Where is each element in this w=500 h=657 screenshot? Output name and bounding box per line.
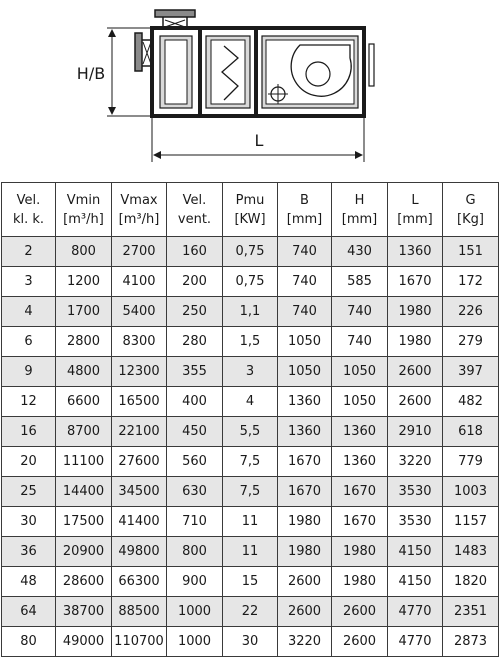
table-row bbox=[2, 327, 499, 357]
table-cell-height-h: 2600 bbox=[332, 627, 388, 657]
table-cell-width-b: 1980 bbox=[278, 537, 332, 567]
header-line: [mm] bbox=[397, 211, 433, 227]
table-cell-vmin: 2800 bbox=[56, 327, 112, 357]
header-line: [mm] bbox=[286, 211, 323, 227]
table-cell-length-l: 3530 bbox=[388, 507, 443, 537]
table-cell-length-l: 1360 bbox=[388, 237, 443, 267]
table-cell-motor-power: 3 bbox=[223, 357, 278, 387]
table-cell-motor-power: 0,75 bbox=[223, 267, 278, 297]
table-cell-height-h: 740 bbox=[332, 327, 388, 357]
table-cell-vmin: 1200 bbox=[56, 267, 112, 297]
table-cell-motor-power: 5,5 bbox=[223, 417, 278, 447]
table-cell-height-h: 2600 bbox=[332, 597, 388, 627]
table-cell-length-l: 2600 bbox=[388, 387, 443, 417]
table-cell-motor-power: 1,5 bbox=[223, 327, 278, 357]
table-cell-height-h: 1360 bbox=[332, 447, 388, 477]
column-header-fan-size bbox=[167, 183, 223, 237]
table-cell-size: 12 bbox=[2, 387, 56, 417]
table-cell-weight-g: 226 bbox=[443, 297, 499, 327]
table-row bbox=[2, 597, 499, 627]
table-row bbox=[2, 417, 499, 447]
table-cell-vmax: 5400 bbox=[112, 297, 167, 327]
table-cell-fan-size: 280 bbox=[167, 327, 223, 357]
table-cell-motor-power: 0,75 bbox=[223, 237, 278, 267]
table-cell-height-h: 1670 bbox=[332, 507, 388, 537]
header-line: [KW] bbox=[234, 211, 266, 227]
table-cell-height-h: 585 bbox=[332, 267, 388, 297]
table-cell-width-b: 2600 bbox=[278, 597, 332, 627]
header-line: Vmin bbox=[66, 192, 101, 208]
table-row bbox=[2, 237, 499, 267]
table-cell-weight-g: 397 bbox=[443, 357, 499, 387]
specification-table bbox=[1, 182, 499, 657]
column-header-length-l bbox=[388, 183, 443, 237]
table-cell-vmax: 22100 bbox=[112, 417, 167, 447]
height-label: H/B bbox=[76, 64, 106, 83]
table-cell-vmax: 110700 bbox=[112, 627, 167, 657]
table-cell-fan-size: 400 bbox=[167, 387, 223, 417]
table-cell-height-h: 1050 bbox=[332, 357, 388, 387]
header-line: [m³/h] bbox=[63, 211, 104, 227]
table-cell-height-h: 740 bbox=[332, 297, 388, 327]
table-cell-vmax: 88500 bbox=[112, 597, 167, 627]
table-cell-weight-g: 151 bbox=[443, 237, 499, 267]
table-cell-fan-size: 630 bbox=[167, 477, 223, 507]
header-line: vent. bbox=[177, 211, 212, 227]
table-cell-width-b: 740 bbox=[278, 267, 332, 297]
table-cell-vmin: 11100 bbox=[56, 447, 112, 477]
table-cell-width-b: 1670 bbox=[278, 477, 332, 507]
table-cell-motor-power: 15 bbox=[223, 567, 278, 597]
table-cell-height-h: 1360 bbox=[332, 417, 388, 447]
header-line: [Kg] bbox=[457, 211, 484, 227]
table-cell-length-l: 1980 bbox=[388, 327, 443, 357]
table-cell-length-l: 3220 bbox=[388, 447, 443, 477]
table-cell-length-l: 4770 bbox=[388, 597, 443, 627]
table-cell-weight-g: 1483 bbox=[443, 537, 499, 567]
table-cell-vmin: 4800 bbox=[56, 357, 112, 387]
unit-dimension-drawing bbox=[0, 0, 500, 180]
column-header-weight-g bbox=[443, 183, 499, 237]
table-cell-weight-g: 1820 bbox=[443, 567, 499, 597]
header-line: Vel. bbox=[16, 192, 41, 208]
table-cell-vmin: 49000 bbox=[56, 627, 112, 657]
table-cell-size: 20 bbox=[2, 447, 56, 477]
column-header-vmax bbox=[112, 183, 167, 237]
length-label: L bbox=[254, 131, 264, 150]
table-cell-size: 30 bbox=[2, 507, 56, 537]
table-cell-size: 64 bbox=[2, 597, 56, 627]
table-cell-length-l: 2910 bbox=[388, 417, 443, 447]
table-cell-size: 16 bbox=[2, 417, 56, 447]
table-row bbox=[2, 387, 499, 417]
table-cell-weight-g: 482 bbox=[443, 387, 499, 417]
table-cell-fan-size: 1000 bbox=[167, 597, 223, 627]
table-cell-length-l: 4770 bbox=[388, 627, 443, 657]
table-cell-weight-g: 618 bbox=[443, 417, 499, 447]
table-cell-weight-g: 172 bbox=[443, 267, 499, 297]
table-cell-fan-size: 250 bbox=[167, 297, 223, 327]
table-cell-vmax: 41400 bbox=[112, 507, 167, 537]
table-cell-motor-power: 30 bbox=[223, 627, 278, 657]
table-cell-length-l: 2600 bbox=[388, 357, 443, 387]
table-header bbox=[2, 183, 499, 237]
table-cell-vmax: 4100 bbox=[112, 267, 167, 297]
table-cell-weight-g: 2873 bbox=[443, 627, 499, 657]
table-cell-height-h: 430 bbox=[332, 237, 388, 267]
table-cell-size: 3 bbox=[2, 267, 56, 297]
column-header-size bbox=[2, 183, 56, 237]
table-cell-vmin: 8700 bbox=[56, 417, 112, 447]
table-cell-vmax: 34500 bbox=[112, 477, 167, 507]
table-cell-motor-power: 22 bbox=[223, 597, 278, 627]
table-cell-motor-power: 4 bbox=[223, 387, 278, 417]
table-row bbox=[2, 267, 499, 297]
table-cell-vmax: 2700 bbox=[112, 237, 167, 267]
table-row bbox=[2, 627, 499, 657]
table-cell-width-b: 1050 bbox=[278, 327, 332, 357]
table-cell-vmin: 14400 bbox=[56, 477, 112, 507]
table-row bbox=[2, 297, 499, 327]
column-header-height-h bbox=[332, 183, 388, 237]
table-cell-vmin: 28600 bbox=[56, 567, 112, 597]
table-cell-height-h: 1980 bbox=[332, 567, 388, 597]
table-row bbox=[2, 567, 499, 597]
table-cell-fan-size: 1000 bbox=[167, 627, 223, 657]
header-line: Pmu bbox=[235, 192, 265, 208]
table-cell-fan-size: 160 bbox=[167, 237, 223, 267]
table-cell-fan-size: 560 bbox=[167, 447, 223, 477]
table-cell-vmin: 17500 bbox=[56, 507, 112, 537]
table-cell-length-l: 1980 bbox=[388, 297, 443, 327]
table-cell-motor-power: 7,5 bbox=[223, 477, 278, 507]
table-cell-size: 48 bbox=[2, 567, 56, 597]
table-cell-size: 25 bbox=[2, 477, 56, 507]
table-cell-width-b: 1980 bbox=[278, 507, 332, 537]
outlet-flange bbox=[369, 44, 374, 86]
table-cell-size: 4 bbox=[2, 297, 56, 327]
table-row bbox=[2, 507, 499, 537]
table-cell-width-b: 1360 bbox=[278, 417, 332, 447]
table-cell-width-b: 2600 bbox=[278, 567, 332, 597]
table-cell-height-h: 1670 bbox=[332, 477, 388, 507]
table-cell-motor-power: 7,5 bbox=[223, 447, 278, 477]
table-cell-fan-size: 800 bbox=[167, 537, 223, 567]
table-body bbox=[2, 237, 499, 657]
table-cell-length-l: 3530 bbox=[388, 477, 443, 507]
table-cell-height-h: 1980 bbox=[332, 537, 388, 567]
table-cell-width-b: 1360 bbox=[278, 387, 332, 417]
table-row bbox=[2, 477, 499, 507]
table-cell-size: 80 bbox=[2, 627, 56, 657]
table-cell-length-l: 4150 bbox=[388, 567, 443, 597]
table-cell-height-h: 1050 bbox=[332, 387, 388, 417]
table-cell-weight-g: 1157 bbox=[443, 507, 499, 537]
table-row bbox=[2, 447, 499, 477]
header-line: Vmax bbox=[120, 192, 158, 208]
header-line: kl. k. bbox=[12, 211, 45, 227]
table-cell-fan-size: 710 bbox=[167, 507, 223, 537]
side-damper bbox=[135, 33, 152, 71]
top-hood bbox=[155, 10, 195, 28]
column-header-motor-power bbox=[223, 183, 278, 237]
table-cell-weight-g: 2351 bbox=[443, 597, 499, 627]
table-cell-fan-size: 200 bbox=[167, 267, 223, 297]
table-cell-vmin: 1700 bbox=[56, 297, 112, 327]
table-cell-weight-g: 279 bbox=[443, 327, 499, 357]
table-cell-length-l: 4150 bbox=[388, 537, 443, 567]
table-cell-vmax: 27600 bbox=[112, 447, 167, 477]
table-cell-width-b: 3220 bbox=[278, 627, 332, 657]
header-line: H bbox=[354, 192, 365, 208]
table-cell-vmax: 16500 bbox=[112, 387, 167, 417]
table-cell-vmin: 800 bbox=[56, 237, 112, 267]
table-cell-width-b: 740 bbox=[278, 297, 332, 327]
header-line: G bbox=[465, 192, 476, 208]
header-line: [mm] bbox=[341, 211, 378, 227]
header-line: [m³/h] bbox=[118, 211, 160, 227]
table-cell-vmin: 20900 bbox=[56, 537, 112, 567]
table-cell-motor-power: 11 bbox=[223, 507, 278, 537]
table-cell-vmin: 38700 bbox=[56, 597, 112, 627]
table-row bbox=[2, 537, 499, 567]
table-cell-length-l: 1670 bbox=[388, 267, 443, 297]
table-cell-fan-size: 450 bbox=[167, 417, 223, 447]
height-dimension bbox=[107, 28, 150, 116]
table-cell-vmax: 12300 bbox=[112, 357, 167, 387]
table-cell-weight-g: 779 bbox=[443, 447, 499, 477]
table-cell-size: 2 bbox=[2, 237, 56, 267]
table-cell-size: 6 bbox=[2, 327, 56, 357]
table-cell-motor-power: 11 bbox=[223, 537, 278, 567]
table-cell-vmax: 8300 bbox=[112, 327, 167, 357]
table-cell-vmax: 49800 bbox=[112, 537, 167, 567]
table-cell-width-b: 1670 bbox=[278, 447, 332, 477]
header-line: B bbox=[300, 192, 309, 208]
table-cell-width-b: 740 bbox=[278, 237, 332, 267]
header-line: Vel. bbox=[182, 192, 207, 208]
table-row bbox=[2, 357, 499, 387]
column-header-width-b bbox=[278, 183, 332, 237]
table-cell-size: 9 bbox=[2, 357, 56, 387]
unit-casing bbox=[152, 28, 364, 116]
column-header-vmin bbox=[56, 183, 112, 237]
header-line: L bbox=[411, 192, 419, 208]
table-cell-vmin: 6600 bbox=[56, 387, 112, 417]
table-cell-motor-power: 1,1 bbox=[223, 297, 278, 327]
table-cell-width-b: 1050 bbox=[278, 357, 332, 387]
table-cell-vmax: 66300 bbox=[112, 567, 167, 597]
table-cell-weight-g: 1003 bbox=[443, 477, 499, 507]
table-cell-fan-size: 355 bbox=[167, 357, 223, 387]
table-cell-fan-size: 900 bbox=[167, 567, 223, 597]
table-cell-size: 36 bbox=[2, 537, 56, 567]
